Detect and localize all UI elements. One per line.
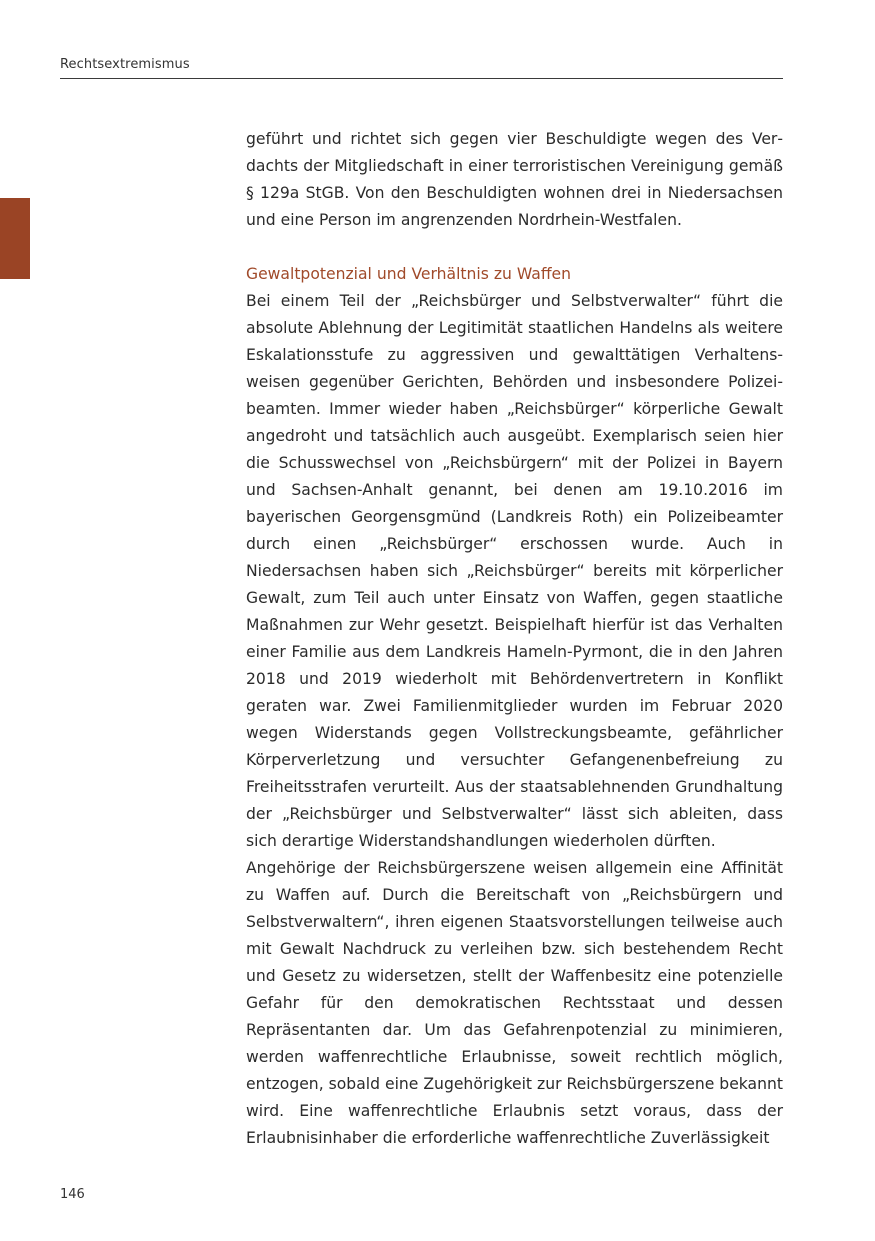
paragraph-violence: Bei einem Teil der „Reichsbürger und Selbstverwalter“ führt die absolute Ablehnung der Legitimität staatlichen Handelns als weitere Eskalationsstufe zu aggressiven und gewalttätigen Verhaltensweisen gegenüber Gerichten, Behörden und insbesondere Polizeibeamten. Immer wieder haben „Reichsbürger“ körperliche Gewalt angedroht und tatsächlich auch ausgeübt. Exemplarisch seien hier die Schusswechsel von „Reichsbürgern“ mit der Polizei in Bayern und Sachsen-Anhalt genannt, bei denen am 19.10.2016 im bayerischen Georgensgmünd (Landkreis Roth) ein Polizeibeamter durch einen „Reichsbürger“ erschossen wurde. Auch in Niedersachsen haben sich „Reichsbürger“ bereits mit körperlicher Gewalt, zum Teil auch unter Einsatz von Waffen, gegen staatliche Maßnahmen zur Wehr gesetzt. Beispielhaft hierfür ist das Verhalten einer Familie aus dem Landkreis Hameln-Pyrmont, die in den Jahren 2018 und 2019 wiederholt mit Behördenvertretern in Konflikt geraten war. Zwei Familienmitglieder wurden im Februar 2020 wegen Widerstands gegen Vollstreckungsbeamte, gefährlicher Körperverletzung und versuchter Gefangenenbefreiung zu Freiheitsstrafen verurteilt. Aus der staatsablehnenden Grundhaltung der „Reichsbürger und Selbstverwalter“ lässt sich ableiten, dass sich derartige Widerstandshandlungen wiederholen dürften. [246, 292, 783, 850]
chapter-side-tab [0, 198, 30, 279]
paragraph-spacer [246, 234, 783, 261]
running-header: Rechtsextremismus [60, 57, 190, 72]
header-divider [60, 78, 783, 79]
page-number: 146 [60, 1187, 85, 1202]
paragraph-continuation: geführt und richtet sich gegen vier Beschuldigte wegen des Verdachts der Mitgliedschaft in einer terroristischen Vereinigung gemäß § 129a StGB. Von den Beschuldigten wohnen drei in Niedersachsen und eine Person im angrenzenden Nordrhein-Westfalen. [246, 130, 783, 229]
section-subheading: Gewaltpotenzial und Verhältnis zu Waffen [246, 265, 572, 283]
main-text [246, 126, 783, 1152]
paragraph-weapons: Angehörige der Reichsbürgerszene weisen allgemein eine Affinität zu Waffen auf. Durch die Bereitschaft von „Reichsbürgern und Selbstverwaltern“, ihren eigenen Staatsvorstellungen teilweise auch mit Gewalt Nachdruck zu verleihen bzw. sich bestehendem Recht und Gesetz zu widersetzen, stellt der Waffenbesitz eine potenzielle Gefahr für den demokratischen Rechtsstaat und dessen Repräsentanten dar. Um das Gefahrenpotenzial zu minimieren, werden waffenrechtliche Erlaubnisse, soweit rechtlich möglich, entzogen, sobald eine Zugehörigkeit zur Reichsbürgerszene bekannt wird. Eine waffenrechtliche Erlaubnis setzt voraus, dass der Erlaubnisinhaber die erforderliche waffenrechtliche Zuverlässigkeit [246, 859, 783, 1147]
